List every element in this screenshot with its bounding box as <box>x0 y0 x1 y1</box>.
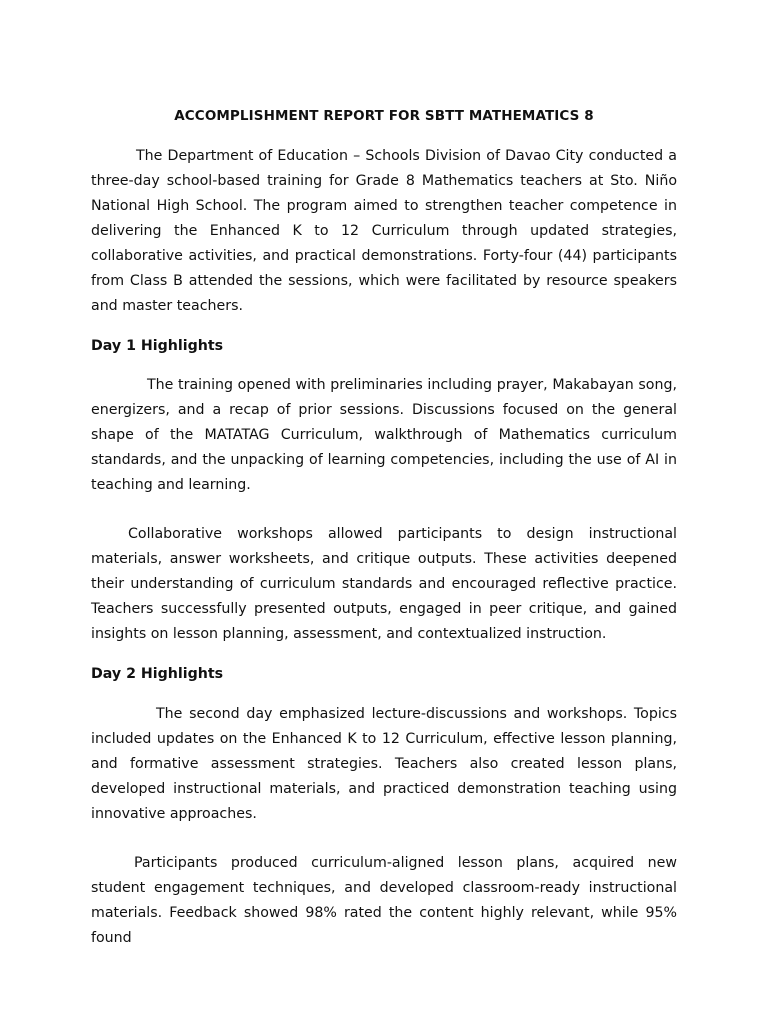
day2-paragraph-1: The second day emphasized lecture-discussions and workshops. Topics included updates on the Enhanced K to 12 Curriculum, effective lesson planning, and formative assessment strategies. Teachers also created lesson plans, developed instructional materials, and practiced demonstration teaching using innovative approaches. <box>91 706 677 822</box>
day2-heading: Day 2 Highlights <box>91 666 224 682</box>
intro-paragraph: The Department of Education – Schools Division of Davao City conducted a three-day school-based training for Grade 8 Mathematics teachers at Sto. Niño National High School. The program aimed to strengthen teacher competence in delivering the Enhanced K to 12 Curriculum through updated strategies, collaborative activities, and practical demonstrations. Forty-four (44) participants from Class B attended the sessions, which were facilitated by resource speakers and master teachers. <box>91 148 677 314</box>
report-title: ACCOMPLISHMENT REPORT FOR SBTT MATHEMATICS 8 <box>174 108 594 124</box>
day1-paragraph-1: The training opened with preliminaries including prayer, Makabayan song, energizers, and a recap of prior sessions. Discussions focused on the general shape of the MATATAG Curriculum, walkthrough of Mathematics curriculum standards, and the unpacking of learning competencies, including the use of AI in teaching and learning. <box>91 377 677 493</box>
day1-paragraph-2: Collaborative workshops allowed participants to design instructional materials, answer worksheets, and critique outputs. These activities deepened their understanding of curriculum standards and encouraged reflective practice. Teachers successfully presented outputs, engaged in peer critique, and gained insights on lesson planning, assessment, and contextualized instruction. <box>91 526 677 642</box>
day1-heading: Day 1 Highlights <box>91 338 224 354</box>
day2-paragraph-2: Participants produced curriculum-aligned lesson plans, acquired new student engagement techniques, and developed classroom-ready instructional materials. Feedback showed 98% rated the content highly relevant, while 95% found <box>91 855 677 946</box>
